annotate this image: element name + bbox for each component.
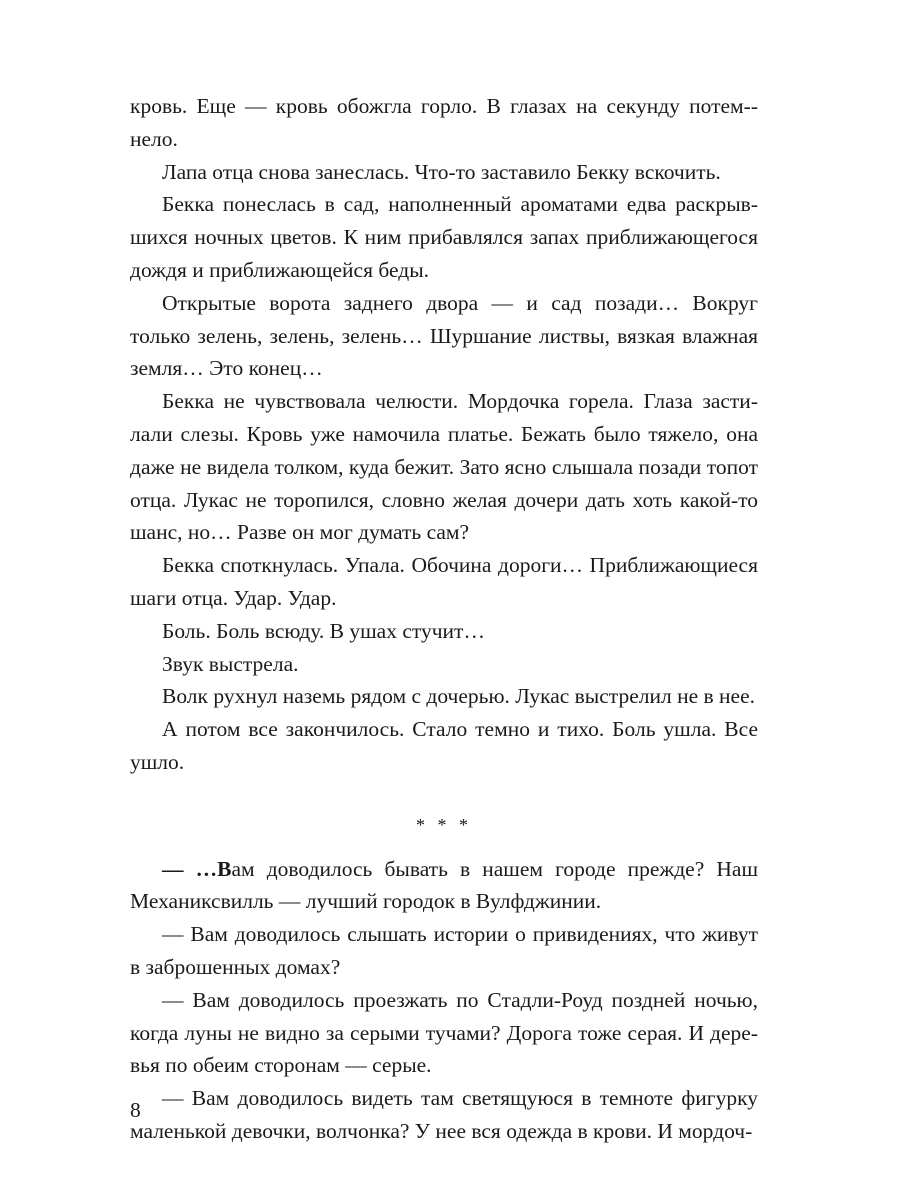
paragraph-lead xyxy=(130,853,758,919)
paragraph: Бекка не чувствовала челюсти. Мордочка горела. Глаза застилали слезы. Кровь уже намочила платье. Бежать было тяжело, она даже не видела толком, куда бежит. Зато ясно слышала позади топот отца. Лукас не торопился, словно желая дочери дать хоть какой-то шанс, но… Разве он мог думать сам? xyxy=(130,389,758,545)
section-two xyxy=(130,853,758,1148)
lead-rest-text: ам доводилось бывать в нашем городе прежде? Наш Механиксвилль — лучший городок в Вулфджинии. xyxy=(130,856,758,914)
paragraph: Открытые ворота заднего двора — и сад позади… Вокруг только зелень, зелень, зелень… Шуршание листвы, вязкая влажная земля… Это конец… xyxy=(130,290,758,381)
paragraph: — Вам доводилось проезжать по Стадли-Роуд поздней ночью, когда луны не видно за серыми тучами? Дорога тоже серая. И деревья по обеим сторонам — серые. xyxy=(130,987,758,1078)
paragraph: А потом все закончилось. Стало темно и тихо. Боль ушла. Все ушло. xyxy=(130,717,758,774)
paragraph: Боль. Боль всюду. В ушах стучит… xyxy=(162,618,485,643)
paragraph: — Вам доводилось слышать истории о привидениях, что живут в заброшенных домах? xyxy=(130,922,758,979)
paragraph: Бекка споткнулась. Упала. Обочина дороги… Приближающиеся шаги отца. Удар. Удар. xyxy=(130,553,758,610)
lead-bold-text: — …В xyxy=(162,856,232,881)
section-one xyxy=(130,90,758,779)
paragraph: — Вам доводилось видеть там светящуюся в темноте фигурку маленькой девочки, волчонка? У нее вся одежда в крови. И мордоч- xyxy=(130,1086,758,1143)
paragraph-continued: кровь. Еще — кровь обожгла горло. В глазах на секунду потем-нело. xyxy=(130,94,758,151)
paragraph: Звук выстрела. xyxy=(162,651,299,676)
section-divider: * * * xyxy=(416,814,472,835)
paragraph: Лапа отца снова занеслась. Что-то заставило Бекку вскочить. xyxy=(162,159,721,184)
paragraph: Волк рухнул наземь рядом с дочерью. Лукас выстрелил не в нее. xyxy=(162,684,756,709)
paragraph: Бекка понеслась в сад, наполненный ароматами едва раскрывшихся ночных цветов. К ним прибавлялся запах приближающегося дождя и приближающейся беды. xyxy=(130,192,758,282)
page-number: 8 xyxy=(130,1098,141,1122)
book-page xyxy=(130,90,758,1148)
